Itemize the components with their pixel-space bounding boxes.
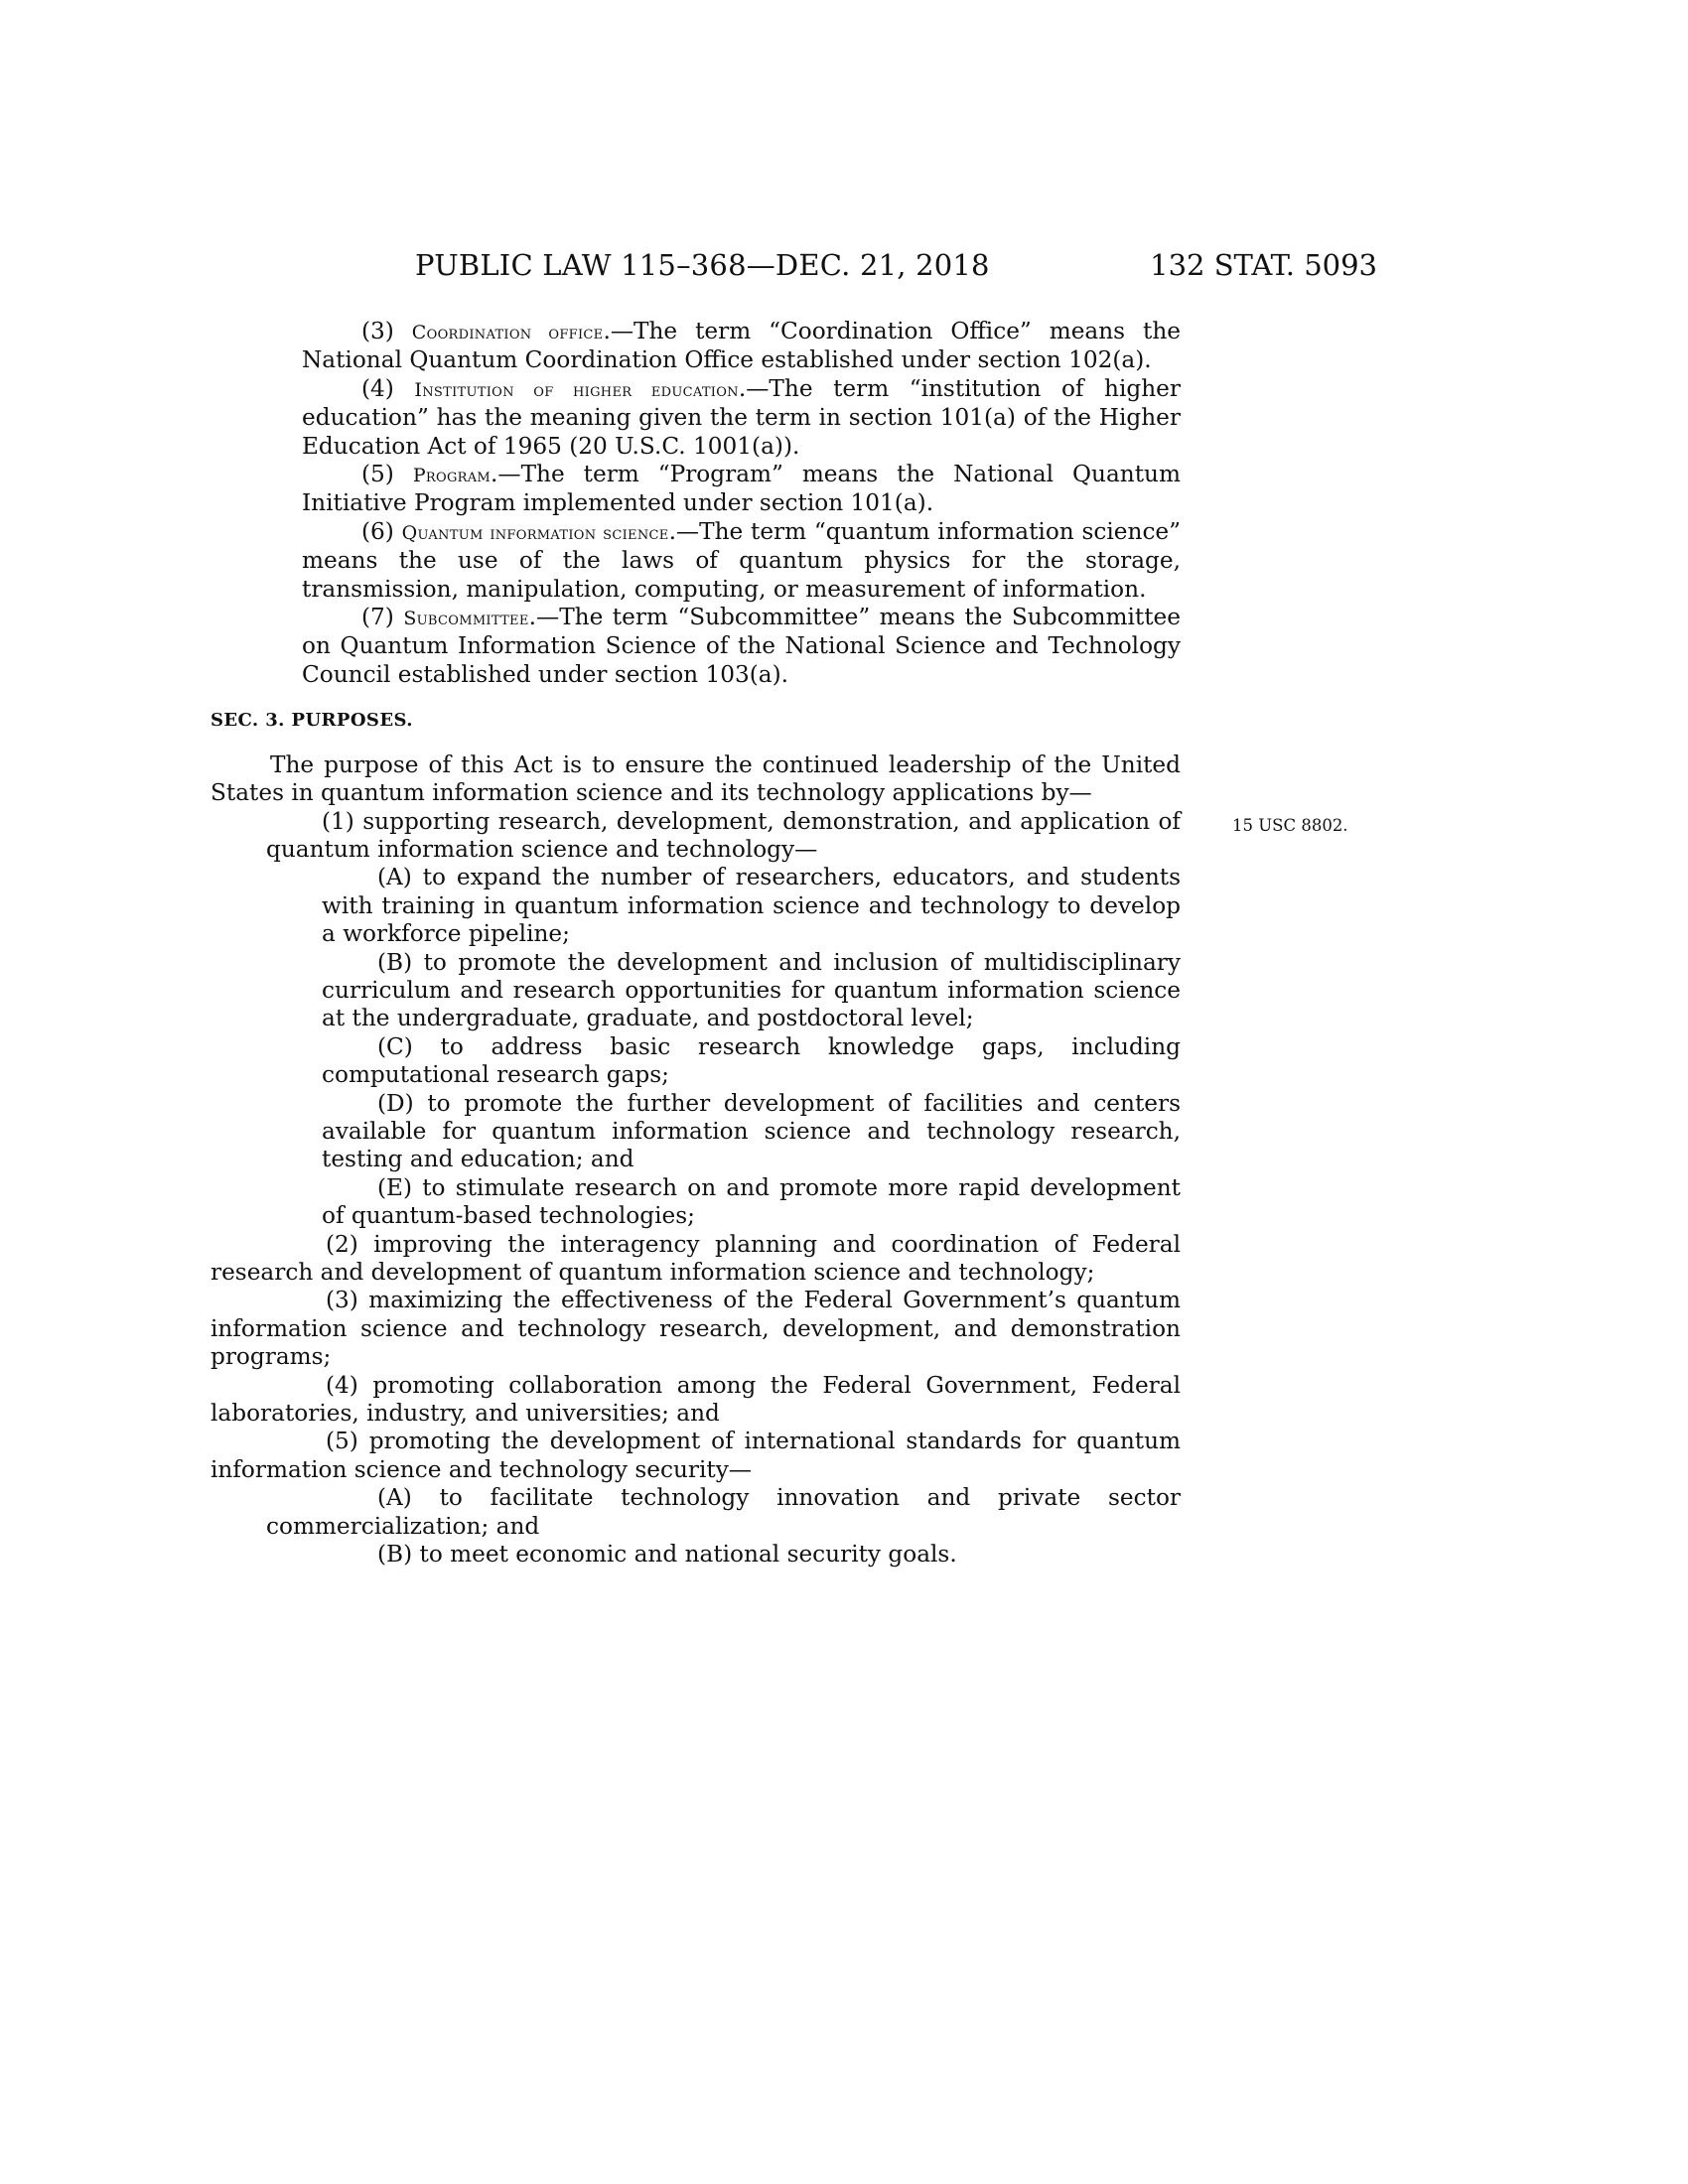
law-body (211, 318, 1182, 1569)
definition-text: The term “institution of higher education” has the meaning given the term in section 101(a) of the Higher Education Act of 1965 (20 U.S.C. 1001(a)). (302, 374, 1181, 460)
purpose-item-2: (2) improving the interagency planning and coordination of Federal research and development of quantum information science and technology; (211, 1230, 1181, 1286)
definition-number: (3) (361, 318, 394, 344)
definition-number: (5) (361, 461, 394, 488)
section-heading: SEC. 3. PURPOSES. (211, 710, 413, 732)
definition-term: Coordination office (411, 322, 604, 343)
definition-text: The term “Coordination Office” means the National Quantum Coordination Office established under section 102(a). (302, 318, 1181, 374)
purpose-item-5: (5) promoting the development of international standards for quantum information science and technology security— (211, 1428, 1181, 1483)
stat-page-number: 132 STAT. 5093 (1150, 248, 1377, 282)
definition-term: Subcommittee (403, 608, 529, 630)
public-law-title: PUBLIC LAW 115–368—DEC. 21, 2018 (415, 248, 990, 282)
purpose-item-1-d: (D) to promote the further development of facilities and centers available for quantum information science and technology research, testing and education; and (322, 1089, 1181, 1173)
definition-number: (4) (361, 374, 394, 402)
purpose-item-1-b: (B) to promote the development and inclusion of multidisciplinary curriculum and research opportunities for quantum information science at the undergraduate, graduate, and postdoctoral level; (322, 948, 1181, 1032)
definition-3: (3) Coordination office.—The term “Coordination Office” means the National Quantum Coordination Office established under section 102(a). (302, 318, 1181, 374)
definition-number: (6) (361, 517, 394, 545)
definition-text: The term “Subcommittee” means the Subcommittee on Quantum Information Science of the National Science and Technology Council established under section 103(a). (302, 604, 1182, 688)
definition-term: Program (412, 465, 492, 487)
purpose-item-5-b: (B) to meet economic and national security goals. (377, 1541, 957, 1569)
definition-7: (7) Subcommittee.—The term “Subcommittee” means the Subcommittee on Quantum Information Science of the National Science and Technology Council established under section 103(a). (302, 604, 1182, 688)
definition-text: The term “quantum information science” means the use of the laws of quantum physics for the storage, transmission, manipulation, computing, or measurement of information. (302, 517, 1182, 603)
definition-5: (5) Program.—The term “Program” means the National Quantum Initiative Program implemented under section 101(a). (302, 461, 1181, 517)
definition-term: Institution of higher education (414, 378, 739, 401)
usc-margin-note: 15 USC 8802. (1232, 816, 1348, 835)
definition-text: The term “Program” means the National Quantum Initiative Program implemented under section 101(a). (302, 461, 1181, 517)
definition-number: (7) (361, 604, 394, 631)
purpose-item-1-e: (E) to stimulate research on and promote more rapid development of quantum-based technologies; (322, 1173, 1181, 1230)
purpose-item-5-a: (A) to facilitate technology innovation and private sector commercialization; and (266, 1484, 1181, 1540)
definition-4: (4) Institution of higher education.—The term “institution of higher education” has the meaning given the term in section 101(a) of the Higher Education Act of 1965 (20 U.S.C. 1001(a)). (302, 374, 1181, 460)
definition-term: Quantum information science (401, 521, 669, 544)
purpose-item-4: (4) promoting collaboration among the Federal Government, Federal laboratories, industry, and universities; and (211, 1371, 1181, 1428)
running-head (0, 248, 1688, 288)
definition-6: (6) Quantum information science.—The term “quantum information science” means the use of the laws of quantum physics for the storage, transmission, manipulation, computing, or measurement of information. (302, 517, 1182, 603)
purpose-item-1: (1) supporting research, development, demonstration, and application of quantum information science and technology— (266, 807, 1181, 863)
purpose-item-1-a: (A) to expand the number of researchers, educators, and students with training in quantum information science and technology to develop a workforce pipeline; (322, 864, 1181, 948)
purpose-item-1-c: (C) to address basic research knowledge gaps, including computational research gaps; (322, 1032, 1181, 1089)
purpose-item-3: (3) maximizing the effectiveness of the Federal Government’s quantum information science and technology research, development, and demonstration programs; (211, 1287, 1181, 1371)
section-intro: The purpose of this Act is to ensure the continued leadership of the United States in quantum information science and its technology applications by— (211, 751, 1181, 807)
